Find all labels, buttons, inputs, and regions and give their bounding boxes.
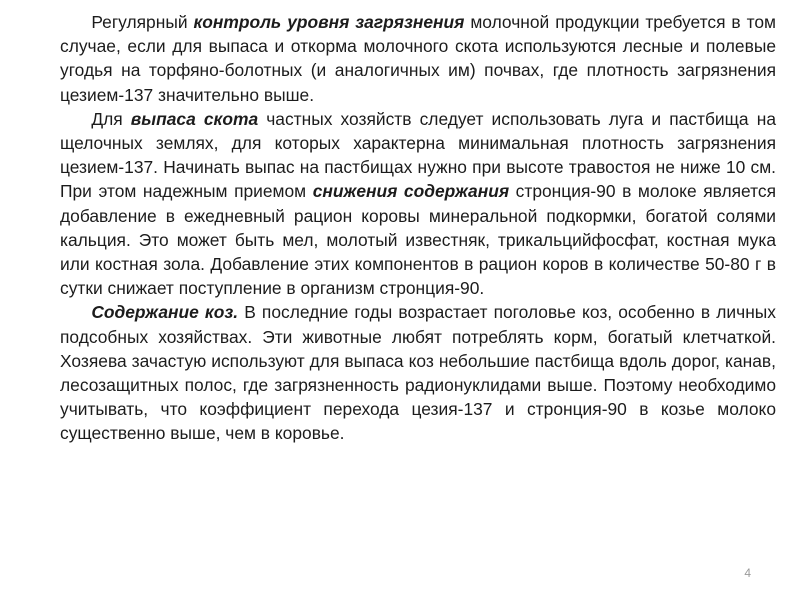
- text-segment: В последние годы возрастает поголовье коз, особенно в личных подсобных хозяйствах. Эти животные любят потреблять корм, богатый клетчаткой. Хозяева зачастую используют для выпаса коз небольшие пастбища вдоль дорог, канав, лесозащитных полос, где загрязненность радионуклидами выше. Поэтому необходимо учитывать, что коэффициент перехода цезия-137 и стронция-90 в козье молоко существенно выше, чем в коровье.: [60, 302, 777, 444]
- text-segment: частных хозяйств следует использовать луга и пастбища на щелочных землях, для которых характерна минимальная плотность загрязнения цезием-137. Начинать выпас на пастбищах нужно при высоте травостоя не ниже 10 см. При этом надежным приемом: [60, 108, 776, 202]
- paragraph-goat-keeping: [60, 300, 776, 445]
- emphasized-term: Содержание коз.: [91, 302, 239, 323]
- text-segment: Для: [91, 108, 131, 129]
- text-segment: молочной продукции требуется в том случае, если для выпаса и откорма молочного скота используются лесные и полевые угодья на торфяно-болотных (и аналогичных им) почвах, где плотность загрязнения цезием-137 значительно выше.: [60, 12, 776, 105]
- paragraph-milk-contamination-control: [60, 10, 776, 107]
- page-number: 4: [744, 566, 751, 580]
- emphasized-term: контроль уровня загрязнения: [193, 12, 465, 32]
- text-segment: стронция-90 в молоке является добавление в ежедневный рацион коровы минеральной подкормки, богатой солями кальция. Это может быть мел, молотый известняк, трикальцийфосфат, костная мука или костная зола. Добавление этих компонентов в рацион коров в количестве 50-80 г в сутки снижает поступление в организм стронция-90.: [60, 181, 776, 299]
- text-segment: Регулярный: [91, 12, 194, 32]
- slide-body-text: [60, 10, 776, 446]
- emphasized-term: выпаса скота: [130, 108, 259, 129]
- paragraph-cattle-grazing: [60, 107, 776, 301]
- emphasized-term: снижения содержания: [312, 181, 510, 202]
